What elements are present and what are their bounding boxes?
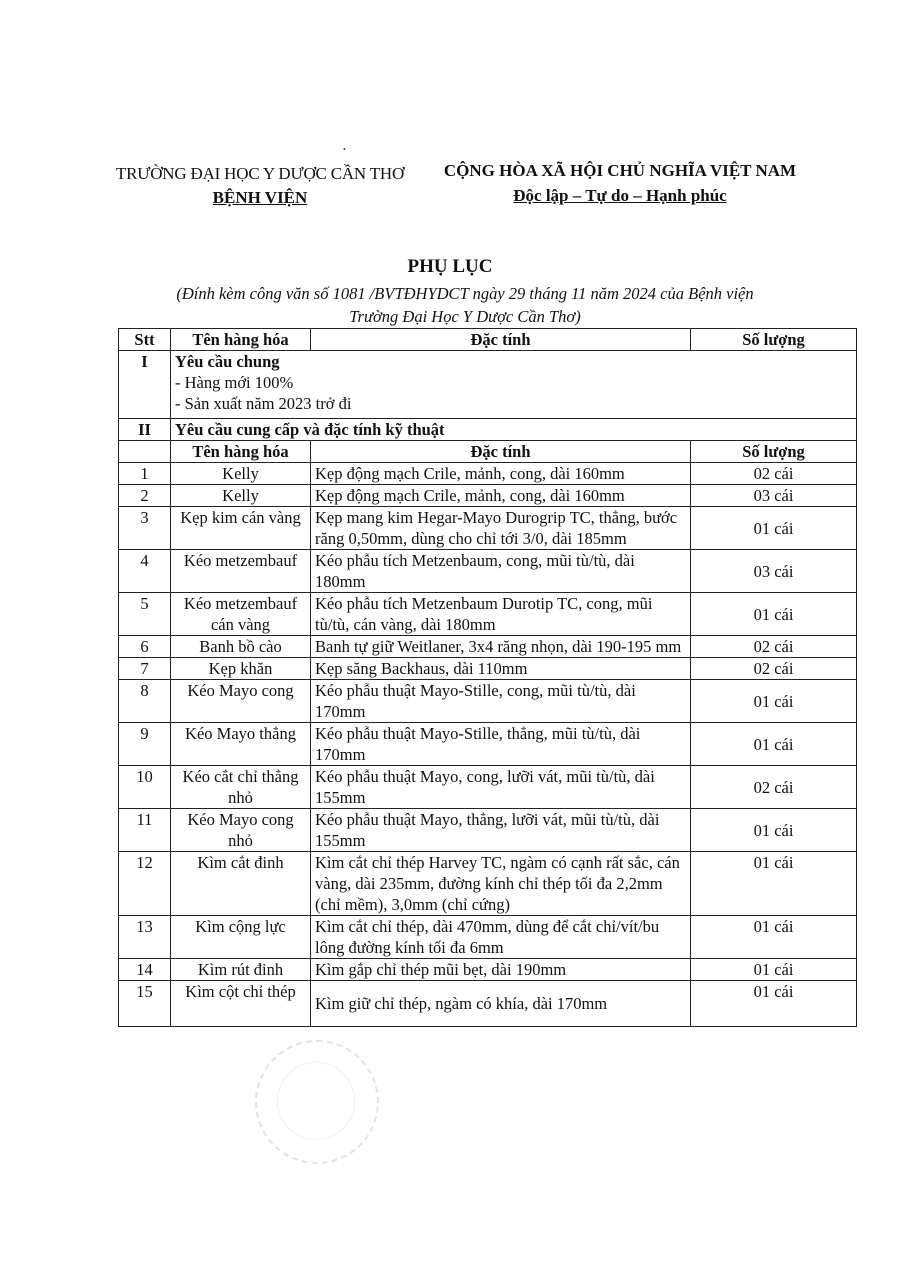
row-qty: 02 cái: [691, 636, 857, 658]
table-row: [119, 959, 857, 981]
row-spec: Kéo phẫu thuật Mayo-Stille, thẳng, mũi tù/tù, dài 170mm: [311, 723, 691, 766]
requirement-line: - Hàng mới 100%: [175, 373, 294, 392]
row-spec: Kéo phẫu thuật Mayo-Stille, cong, mũi tù/tù, dài 170mm: [311, 680, 691, 723]
subtitle-line-1: (Đính kèm công văn số 1081 /BVTĐHYDCT ngày 29 tháng 11 năm 2024 của Bệnh viện: [176, 284, 754, 303]
row-stt: 8: [119, 680, 171, 723]
table-row: [119, 680, 857, 723]
empty-cell: [119, 441, 171, 463]
table-row: [119, 916, 857, 959]
row-qty: 01 cái: [691, 507, 857, 550]
row-stt: 1: [119, 463, 171, 485]
table-row: [119, 723, 857, 766]
header-name: Tên hàng hóa: [171, 329, 311, 351]
national-motto: Độc lập – Tự do – Hạnh phúc: [513, 186, 727, 205]
row-name: Kéo Mayo cong nhỏ: [171, 809, 311, 852]
row-stt: 15: [119, 981, 171, 1027]
row-stt: 11: [119, 809, 171, 852]
row-spec: Kìm cắt chỉ thép, dài 470mm, dùng để cắt chỉ/vít/bu lông đường kính tối đa 6mm: [311, 916, 691, 959]
row-stt: 2: [119, 485, 171, 507]
row-qty: 01 cái: [691, 916, 857, 959]
requirement-line: - Sản xuất năm 2023 trở đi: [175, 394, 352, 413]
row-name: Kéo Mayo thẳng: [171, 723, 311, 766]
issuer-unit: BỆNH VIỆN: [212, 188, 308, 207]
row-name: Banh bồ cào: [171, 636, 311, 658]
row-spec: Kìm giữ chỉ thép, ngàm có khía, dài 170mm: [311, 981, 691, 1027]
row-spec: Kẹp săng Backhaus, dài 110mm: [311, 658, 691, 680]
row-name: Kelly: [171, 463, 311, 485]
table-header-row: [119, 329, 857, 351]
row-stt: 13: [119, 916, 171, 959]
document-title: PHỤ LỤC: [407, 256, 493, 277]
section-number: I: [119, 351, 171, 419]
table-row: [119, 593, 857, 636]
row-qty: 03 cái: [691, 485, 857, 507]
row-qty: 01 cái: [691, 680, 857, 723]
row-name: Kéo Mayo cong: [171, 680, 311, 723]
issuer-organization: TRƯỜNG ĐẠI HỌC Y DƯỢC CẦN THƠ: [115, 164, 405, 183]
row-qty: 02 cái: [691, 658, 857, 680]
subheader-name: Tên hàng hóa: [171, 441, 311, 463]
row-spec: Kẹp động mạch Crile, mảnh, cong, dài 160mm: [311, 463, 691, 485]
row-name: Kìm cộng lực: [171, 916, 311, 959]
row-stt: 9: [119, 723, 171, 766]
row-stt: 10: [119, 766, 171, 809]
faded-stamp: [255, 1040, 379, 1164]
row-qty: 02 cái: [691, 463, 857, 485]
table-row: [119, 809, 857, 852]
table-row: [119, 766, 857, 809]
row-spec: Kéo phẫu thuật Mayo, thẳng, lưỡi vát, mũi tù/tù, dài 155mm: [311, 809, 691, 852]
row-spec: Kìm cắt chỉ thép Harvey TC, ngàm có cạnh rất sắc, cán vàng, dài 235mm, đường kính chỉ thép tối đa 2,2mm (chỉ mềm), 3,0mm (chỉ cứng): [311, 852, 691, 916]
row-spec: Kẹp động mạch Crile, mảnh, cong, dài 160mm: [311, 485, 691, 507]
row-spec: Banh tự giữ Weitlaner, 3x4 răng nhọn, dài 190-195 mm: [311, 636, 691, 658]
row-name: Kìm cắt đinh: [171, 852, 311, 916]
row-name: Kẹp kim cán vàng: [171, 507, 311, 550]
row-stt: 4: [119, 550, 171, 593]
table-subheader-row: [119, 441, 857, 463]
row-qty: 03 cái: [691, 550, 857, 593]
document-subtitle: [100, 282, 830, 328]
row-spec: Kéo phẫu tích Metzenbaum, cong, mũi tù/tù, dài 180mm: [311, 550, 691, 593]
table-row: [119, 852, 857, 916]
row-name: Kéo metzembauf: [171, 550, 311, 593]
table-row: [119, 507, 857, 550]
table-row: [119, 463, 857, 485]
row-stt: 3: [119, 507, 171, 550]
row-spec: Kéo phẫu tích Metzenbaum Durotip TC, cong, mũi tù/tù, cán vàng, dài 180mm: [311, 593, 691, 636]
row-name: Kìm cột chỉ thép: [171, 981, 311, 1027]
row-stt: 12: [119, 852, 171, 916]
row-qty: 02 cái: [691, 766, 857, 809]
row-name: Kelly: [171, 485, 311, 507]
subheader-qty: Số lượng: [691, 441, 857, 463]
scan-speck: •: [343, 145, 346, 154]
row-name: Kéo cắt chỉ thẳng nhỏ: [171, 766, 311, 809]
header-qty: Số lượng: [691, 329, 857, 351]
row-spec: Kẹp mang kim Hegar-Mayo Durogrip TC, thẳng, bước răng 0,50mm, dùng cho chỉ tới 3/0, dài 185mm: [311, 507, 691, 550]
table-row: [119, 658, 857, 680]
section-general-row: [119, 351, 857, 419]
header-stt: Stt: [119, 329, 171, 351]
row-name: Kẹp khăn: [171, 658, 311, 680]
row-spec: Kìm gắp chỉ thép mũi bẹt, dài 190mm: [311, 959, 691, 981]
subheader-spec: Đặc tính: [311, 441, 691, 463]
row-name: Kéo metzembauf cán vàng: [171, 593, 311, 636]
row-qty: 01 cái: [691, 852, 857, 916]
section-title: Yêu cầu cung cấp và đặc tính kỹ thuật: [171, 419, 857, 441]
subtitle-line-2: Trường Đại Học Y Dược Cần Thơ): [349, 307, 581, 326]
row-qty: 01 cái: [691, 593, 857, 636]
section-title: Yêu cầu chung: [175, 352, 280, 371]
table-row: [119, 636, 857, 658]
row-spec: Kéo phẫu thuật Mayo, cong, lưỡi vát, mũi tù/tù, dài 155mm: [311, 766, 691, 809]
equipment-table: [118, 328, 857, 1027]
row-stt: 6: [119, 636, 171, 658]
table-row: [119, 485, 857, 507]
row-stt: 5: [119, 593, 171, 636]
row-qty: 01 cái: [691, 809, 857, 852]
row-qty: 01 cái: [691, 723, 857, 766]
stamp-inner-ring: [277, 1062, 355, 1140]
row-qty: 01 cái: [691, 981, 857, 1027]
section-general-content: [171, 351, 857, 419]
table-row: [119, 550, 857, 593]
table-row: [119, 981, 857, 1027]
row-name: Kìm rút đinh: [171, 959, 311, 981]
row-stt: 7: [119, 658, 171, 680]
section-technical-row: [119, 419, 857, 441]
row-stt: 14: [119, 959, 171, 981]
issuer-block: [90, 162, 430, 210]
section-number: II: [119, 419, 171, 441]
national-header: [430, 158, 810, 208]
header-spec: Đặc tính: [311, 329, 691, 351]
row-qty: 01 cái: [691, 959, 857, 981]
republic-name: CỘNG HÒA XÃ HỘI CHỦ NGHĨA VIỆT NAM: [443, 161, 797, 180]
